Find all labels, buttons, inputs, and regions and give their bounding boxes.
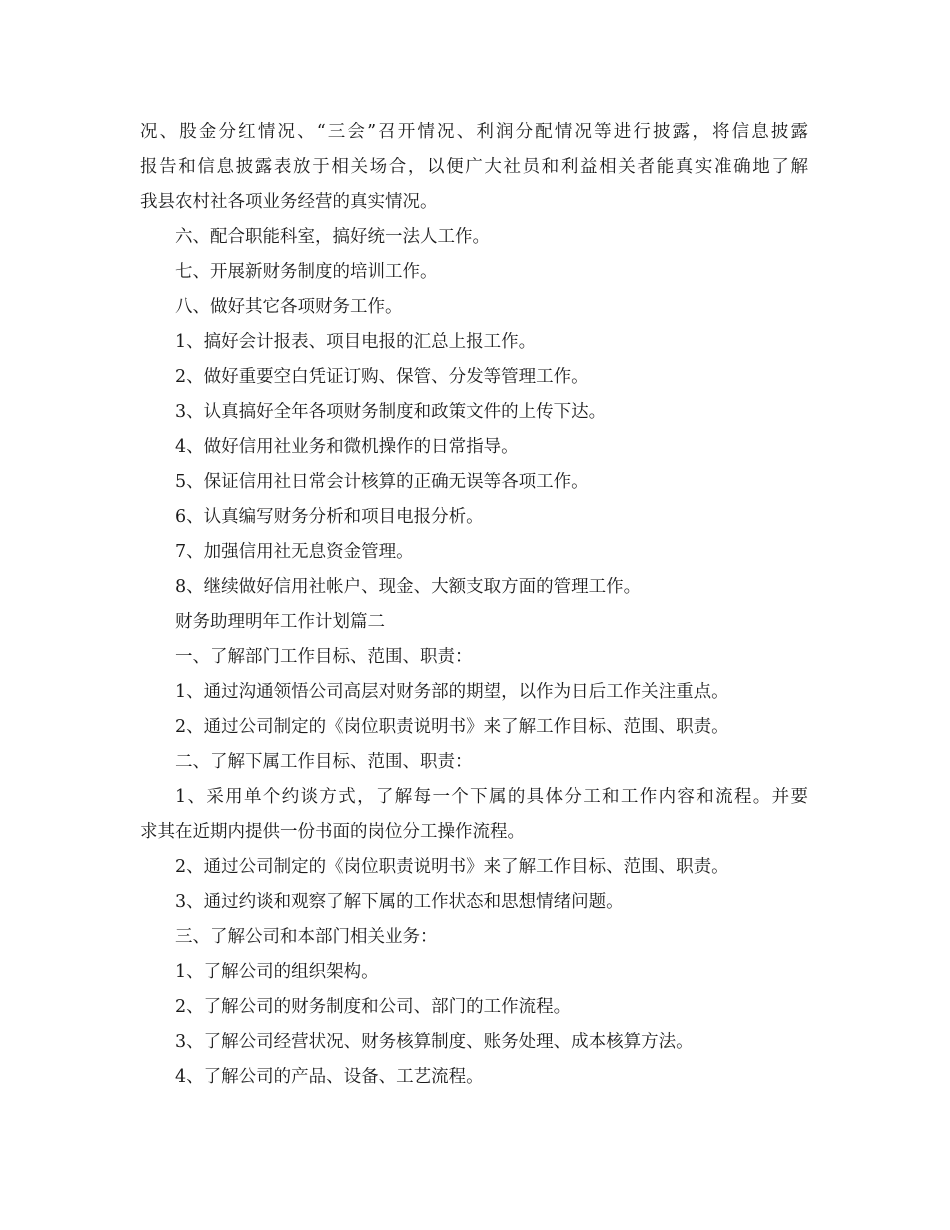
list-item: 2、通过公司制定的《岗位职责说明书》来了解工作目标、范围、职责。 — [175, 857, 729, 877]
list-item: 7、加强信用社无息资金管理。 — [175, 542, 414, 562]
list-item: 3、认真搞好全年各项财务制度和政策文件的上传下达。 — [175, 402, 607, 422]
list-item: 4、做好信用社业务和微机操作的日常指导。 — [175, 437, 519, 457]
section-heading: 八、做好其它各项财务工作。 — [175, 297, 403, 317]
list-item: 6、认真编写财务分析和项目电报分析。 — [175, 507, 484, 527]
list-item: 3、通过约谈和观察了解下属的工作状态和思想情绪问题。 — [175, 892, 624, 912]
list-item: 2、了解公司的财务制度和公司、部门的工作流程。 — [175, 997, 572, 1017]
list-item: 2、做好重要空白凭证订购、保管、分发等管理工作。 — [175, 367, 589, 387]
section-heading: 二、了解下属工作目标、范围、职责： — [175, 752, 473, 772]
section-heading: 六、配合职能科室，搞好统一法人工作。 — [175, 227, 490, 247]
list-item: 2、通过公司制定的《岗位职责说明书》来了解工作目标、范围、职责。 — [175, 717, 729, 737]
document-body — [140, 115, 808, 1095]
list-item: 1、采用单个约谈方式，了解每一个下属的具体分工和工作内容和流程。并要 — [175, 787, 808, 807]
paragraph-line: 况、股金分红情况、“三会”召开情况、利润分配情况等进行披露，将信息披露 — [140, 122, 808, 142]
paragraph-line: 求其在近期内提供一份书面的岗位分工操作流程。 — [140, 822, 525, 842]
list-item: 4、了解公司的产品、设备、工艺流程。 — [175, 1067, 484, 1087]
article-subtitle: 财务助理明年工作计划篇二 — [175, 612, 385, 632]
section-heading: 七、开展新财务制度的培训工作。 — [175, 262, 438, 282]
list-item: 1、搞好会计报表、项目电报的汇总上报工作。 — [175, 332, 537, 352]
list-item: 1、通过沟通领悟公司高层对财务部的期望，以作为日后工作关注重点。 — [175, 682, 729, 702]
list-item: 3、了解公司经营状况、财务核算制度、账务处理、成本核算方法。 — [175, 1032, 694, 1052]
paragraph-line: 我县农村社各项业务经营的真实情况。 — [140, 192, 438, 212]
section-heading: 三、了解公司和本部门相关业务： — [175, 927, 438, 947]
section-heading: 一、了解部门工作目标、范围、职责： — [175, 647, 473, 667]
list-item: 1、了解公司的组织架构。 — [175, 962, 379, 982]
paragraph-line: 报告和信息披露表放于相关场合，以便广大社员和利益相关者能真实准确地了解 — [140, 157, 808, 177]
list-item: 8、继续做好信用社帐户、现金、大额支取方面的管理工作。 — [175, 577, 642, 597]
list-item: 5、保证信用社日常会计核算的正确无误等各项工作。 — [175, 472, 589, 492]
